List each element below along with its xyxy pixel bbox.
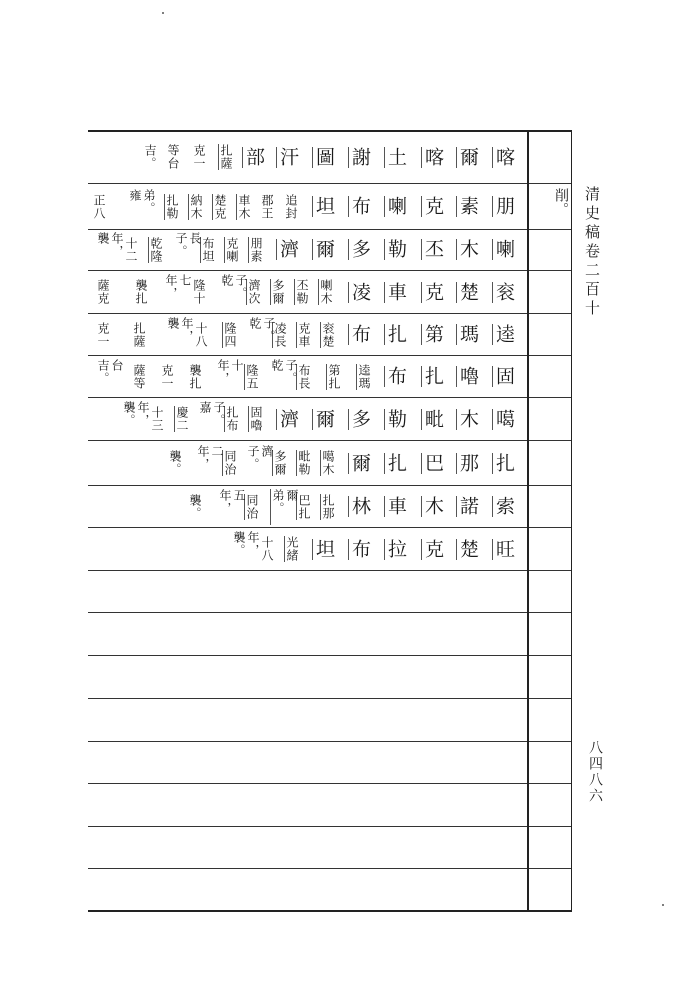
table-cell: 坦 xyxy=(313,196,335,217)
table-cell: 多 xyxy=(349,408,371,430)
ink-speck xyxy=(162,12,164,14)
table-cell: 車 xyxy=(385,281,407,303)
table-cell-note: 五年， xyxy=(218,488,246,515)
table-cell: 木 xyxy=(457,239,479,260)
table-cell-note: 納木 xyxy=(189,193,203,220)
table-cell-note: 布長 xyxy=(297,363,311,390)
ink-speck xyxy=(662,904,664,906)
table-cell: 丕 xyxy=(422,239,444,260)
table-cell: 爾 xyxy=(457,146,479,168)
book-title: 清史稿卷二百十 xyxy=(583,186,601,319)
table-cell: 木 xyxy=(422,496,444,517)
table-cell: 爾 xyxy=(313,408,335,430)
table-cell-note: 扎布 xyxy=(225,406,239,432)
table-cell: 嚕 xyxy=(457,366,479,387)
table-cell-note: 濟子。 xyxy=(246,445,274,471)
page-number: 八四八六 xyxy=(587,740,603,804)
table-cell-note: 克一 xyxy=(160,363,174,390)
row-divider xyxy=(88,612,572,613)
table-row xyxy=(88,132,528,182)
table-cell-note: 十年， xyxy=(216,358,244,385)
table-cell-note: 第扎 xyxy=(327,363,341,390)
table-cell: 毗 xyxy=(422,408,444,430)
table-cell-note: 慶二 xyxy=(175,406,189,432)
table-cell-note: 凌長 xyxy=(273,321,287,348)
table-cell-note: 逵瑪 xyxy=(357,363,371,390)
table-cell-note: 濟次 xyxy=(247,279,261,305)
table-cell-note: 年，襲。 xyxy=(232,531,260,557)
table-row xyxy=(88,529,528,569)
table-cell: 布 xyxy=(349,196,371,217)
margin-rule xyxy=(571,130,572,912)
row-divider xyxy=(88,270,572,271)
table-cell-note: 襲。 xyxy=(168,450,182,476)
table-cell: 汗 xyxy=(277,146,299,168)
table-cell-note: 十八 xyxy=(260,536,274,562)
table-cell: 那 xyxy=(457,452,479,474)
table-cell-note: 年，襲 xyxy=(166,316,194,343)
table-cell: 土 xyxy=(385,146,407,168)
table-cell: 喇 xyxy=(385,196,407,217)
table-cell-note: 克一 xyxy=(192,144,206,170)
table-cell: 索 xyxy=(493,496,515,517)
row-divider xyxy=(88,698,572,699)
table-cell: 喇 xyxy=(493,239,515,260)
table-cell-note: 十二 xyxy=(124,236,138,263)
table-cell: 濟 xyxy=(277,239,299,260)
table-cell-note: 扎薩 xyxy=(132,321,146,348)
table-cell-note: 長子。 xyxy=(174,231,202,258)
table-cell: 林 xyxy=(349,496,371,517)
table-row xyxy=(88,442,528,484)
table-cell-note: 衮楚 xyxy=(321,321,335,348)
table-cell: 濟 xyxy=(277,408,299,430)
table-cell-note: 扎那 xyxy=(321,493,335,520)
table-cell-note: 子。乾 xyxy=(220,274,248,300)
table-cell-note: 布坦 xyxy=(201,236,215,263)
table-cell: 拉 xyxy=(385,538,407,560)
row-divider xyxy=(88,440,572,441)
table-cell: 爾 xyxy=(349,452,371,474)
table-cell-note: 扎勒 xyxy=(165,193,179,220)
table-row xyxy=(88,357,528,396)
table-cell-note: 多爾 xyxy=(271,279,285,305)
table-cell-note: 七年， xyxy=(164,274,192,300)
table-row xyxy=(88,272,528,312)
table-cell: 謝 xyxy=(349,146,371,168)
table-cell: 瑪 xyxy=(457,324,479,345)
table-cell: 諾 xyxy=(457,496,479,517)
table-cell-note: 朋素 xyxy=(249,236,263,263)
table-cell-note: 郡王 xyxy=(260,193,274,220)
row-divider xyxy=(88,397,572,398)
table-cell-note: 多爾 xyxy=(273,450,287,476)
table-cell-note: 年，襲 xyxy=(96,231,124,258)
table-cell: 勒 xyxy=(385,239,407,260)
table-cell-note: 子。嘉 xyxy=(198,401,226,427)
table-cell-note: 巴扎 xyxy=(297,493,311,520)
table-cell: 克 xyxy=(422,196,444,217)
table-cell-note: 十八 xyxy=(194,321,208,348)
table-cell-note: 光緒 xyxy=(285,536,299,562)
table-bottom-border xyxy=(88,910,572,912)
table-cell-note: 正八 xyxy=(92,193,106,220)
table-cell-note: 台吉。 xyxy=(96,358,124,385)
table-cell-note: 爾弟。 xyxy=(270,489,299,525)
row-divider xyxy=(88,783,572,784)
table-cell: 坦 xyxy=(313,538,335,560)
margin-note: 削。 xyxy=(553,188,569,216)
table-cell-note: 襲扎 xyxy=(134,279,148,305)
row-divider xyxy=(88,183,572,184)
table-cell: 第 xyxy=(422,324,444,345)
table-cell: 扎 xyxy=(385,452,407,474)
row-divider xyxy=(88,485,572,486)
table-cell-note: 二年， xyxy=(196,445,224,471)
table-cell: 扎 xyxy=(385,324,407,345)
table-cell: 克 xyxy=(422,281,444,303)
table-cell: 圖 xyxy=(313,146,335,168)
table-row xyxy=(88,399,528,439)
table-cell: 旺 xyxy=(493,538,515,560)
table-cell: 衮 xyxy=(493,281,515,303)
table-cell: 布 xyxy=(349,324,371,345)
table-cell: 布 xyxy=(349,538,371,560)
table-cell-note: 等台 xyxy=(166,144,180,170)
row-divider xyxy=(88,826,572,827)
table-cell-note: 十三 xyxy=(150,406,164,432)
table-cell: 楚 xyxy=(457,538,479,560)
table-cell: 巴 xyxy=(422,452,444,474)
table-cell-note: 同治 xyxy=(245,493,259,520)
table-cell-note: 薩等 xyxy=(132,363,146,390)
table-cell: 車 xyxy=(385,496,407,517)
table-cell-note: 年，襲。 xyxy=(122,401,150,427)
table-cell-note: 襲。 xyxy=(188,493,202,520)
table-cell-note: 同治 xyxy=(223,450,237,476)
table-cell: 部 xyxy=(243,146,265,168)
table-cell: 噶 xyxy=(493,408,515,430)
table-cell-note: 固嚕 xyxy=(249,406,263,432)
table-cell-note: 克一 xyxy=(96,321,110,348)
table-cell: 素 xyxy=(457,196,479,217)
table-cell: 楚 xyxy=(457,281,479,303)
table-cell-note: 吉。 xyxy=(143,144,157,170)
table-cell: 扎 xyxy=(422,366,444,387)
table-cell-note: 子。乾 xyxy=(248,316,276,343)
table-cell-note: 噶木 xyxy=(321,450,335,476)
table-cell: 勒 xyxy=(385,408,407,430)
row-divider xyxy=(88,868,572,869)
table-cell: 喀 xyxy=(422,146,444,168)
table-cell-note: 薩克 xyxy=(96,279,110,305)
table-cell: 朋 xyxy=(493,196,515,217)
table-row xyxy=(88,487,528,526)
table-cell-note: 弟。雍 xyxy=(128,188,156,215)
table-row xyxy=(88,230,528,269)
table-row xyxy=(88,315,528,354)
table-cell-note: 丕勒 xyxy=(295,279,309,305)
table-cell: 凌 xyxy=(349,281,371,303)
table-cell: 布 xyxy=(385,366,407,387)
row-divider xyxy=(88,655,572,656)
table-cell-note: 喇木 xyxy=(319,279,333,305)
table-cell-note: 毗勒 xyxy=(297,450,311,476)
table-cell-note: 扎薩 xyxy=(219,144,233,170)
table-cell: 克 xyxy=(422,538,444,560)
table-cell-note: 襲扎 xyxy=(188,363,202,390)
table-cell: 扎 xyxy=(493,452,515,474)
table-cell-note: 隆十 xyxy=(192,279,206,305)
table-cell-note: 楚克 xyxy=(213,193,227,220)
table-cell: 固 xyxy=(493,366,515,387)
row-divider xyxy=(88,527,572,528)
table-cell-note: 追封 xyxy=(284,193,298,220)
table-cell-note: 克喇 xyxy=(225,236,239,263)
table-cell: 木 xyxy=(457,408,479,430)
table-cell: 喀 xyxy=(493,146,515,168)
table-cell-note: 乾隆 xyxy=(149,236,163,263)
table-cell-note: 隆四 xyxy=(223,321,237,348)
table-cell: 逵 xyxy=(493,324,515,345)
table-cell-note: 子。乾 xyxy=(270,358,298,385)
row-divider xyxy=(88,741,572,742)
table-cell: 多 xyxy=(349,239,371,260)
table-row xyxy=(88,185,528,228)
table-cell-note: 克車 xyxy=(297,321,311,348)
table-cell: 爾 xyxy=(313,239,335,260)
row-divider xyxy=(88,313,572,314)
row-divider xyxy=(88,570,572,571)
row-divider xyxy=(88,355,572,356)
table-cell-note: 車木 xyxy=(237,193,251,220)
table-cell-note: 隆五 xyxy=(245,363,259,390)
